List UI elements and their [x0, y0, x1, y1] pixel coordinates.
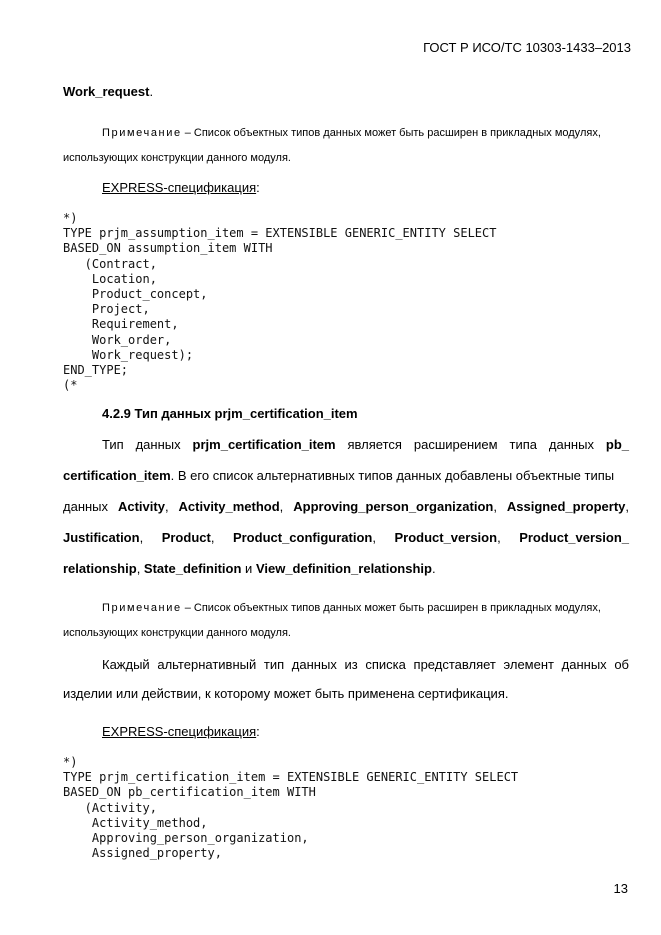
text: ,: [164, 499, 179, 514]
document-header: ГОСТ Р ИСО/ТС 10303-1433–2013: [423, 40, 631, 55]
term: Product: [161, 530, 211, 545]
code-line: END_TYPE;: [63, 363, 129, 378]
term: certification_item: [63, 468, 171, 483]
text: ,: [279, 499, 294, 514]
code-line: Work_request);: [63, 347, 194, 362]
para1-line2: [63, 468, 629, 484]
section-heading-text: 4.2.9 Тип данных prjm_certification_item: [102, 406, 358, 421]
express-spec-2-colon: :: [256, 724, 260, 739]
code-line: TYPE prjm_assumption_item = EXTENSIBLE GENERIC_ENTITY SELECT: [63, 226, 497, 241]
para1-line3: [63, 499, 629, 515]
para2-line1: Каждый альтернативный тип данных из списка представляет элемент данных об: [102, 657, 629, 672]
text: и: [241, 561, 256, 576]
para1-line1: [102, 437, 629, 453]
code-line: Activity_method,: [63, 815, 208, 830]
term: Product_version: [394, 530, 498, 545]
code-line: *): [63, 211, 78, 225]
express-spec-1-link: EXPRESS-спецификация: [102, 180, 257, 195]
section-heading: [102, 406, 661, 422]
express-spec-label-2: [102, 724, 661, 740]
note-2-text: – Список объектных типов данных может быть расширен в прикладных модулях,: [181, 602, 601, 614]
para1-line5: [63, 561, 629, 577]
code-line: Assigned_property,: [63, 846, 222, 861]
term: Activity: [117, 499, 165, 514]
note-1: [102, 125, 629, 141]
note-2-label: Примечание: [102, 602, 182, 614]
express-code-block-2: [63, 755, 518, 861]
express-spec-2-link: EXPRESS-спецификация: [102, 724, 257, 739]
code-line: Requirement,: [63, 317, 179, 332]
code-line: (Activity,: [63, 800, 157, 815]
term: Assigned_property: [506, 499, 626, 514]
intro-period: .: [149, 84, 154, 99]
code-line: (*: [63, 378, 78, 393]
note-1-text: – Список объектных типов данных может быть расширен в прикладных модулях,: [181, 127, 601, 139]
code-line: BASED_ON assumption_item WITH: [63, 241, 273, 256]
text: ,: [497, 530, 520, 545]
term: View_definition_relationship: [255, 561, 432, 576]
text: ,: [625, 499, 630, 514]
text: ,: [210, 530, 233, 545]
code-line: Approving_person_organization,: [63, 831, 309, 846]
code-line: TYPE prjm_certification_item = EXTENSIBLE GENERIC_ENTITY SELECT: [63, 770, 519, 785]
text: ,: [139, 530, 162, 545]
code-line: *): [63, 755, 78, 769]
para2-line2: изделии или действии, к которому может быть применена сертификация.: [63, 686, 509, 701]
text: Тип данных: [102, 437, 193, 452]
note-2-continued: использующих конструкции данного модуля.: [63, 627, 291, 639]
intro-term: Work_request: [63, 84, 150, 99]
code-line: BASED_ON pb_certification_item WITH: [63, 785, 316, 800]
term: Product_configuration: [232, 530, 373, 545]
note-2: [102, 600, 629, 616]
text: .: [431, 561, 436, 576]
para1-line4: [63, 530, 629, 546]
express-code-block-1: [63, 211, 496, 393]
code-line: Work_order,: [63, 332, 172, 347]
intro-line: [63, 84, 629, 100]
note-1-continued: использующих конструкции данного модуля.: [63, 152, 291, 164]
term: Justification: [63, 530, 140, 545]
text: данных: [63, 499, 118, 514]
page-number: 13: [613, 881, 628, 896]
text: является расширением типа данных: [335, 437, 606, 452]
code-line: (Contract,: [63, 256, 157, 271]
term: Approving_person_organization: [293, 499, 494, 514]
express-spec-label-1: [102, 180, 661, 196]
text: ,: [136, 561, 144, 576]
note-1-label: Примечание: [102, 127, 182, 139]
term: relationship: [63, 561, 137, 576]
term: State_definition: [143, 561, 242, 576]
text: ,: [493, 499, 507, 514]
term: pb_: [605, 437, 629, 452]
express-spec-1-colon: :: [256, 180, 260, 195]
code-line: Location,: [63, 271, 157, 286]
text: . В его список альтернативных типов данных добавлены объектные типы: [170, 468, 615, 483]
code-line: Product_concept,: [63, 287, 208, 302]
term: Product_version_: [519, 530, 630, 545]
term: prjm_certification_item: [192, 437, 336, 452]
code-line: Project,: [63, 302, 150, 317]
term: Activity_method: [178, 499, 280, 514]
text: ,: [372, 530, 395, 545]
